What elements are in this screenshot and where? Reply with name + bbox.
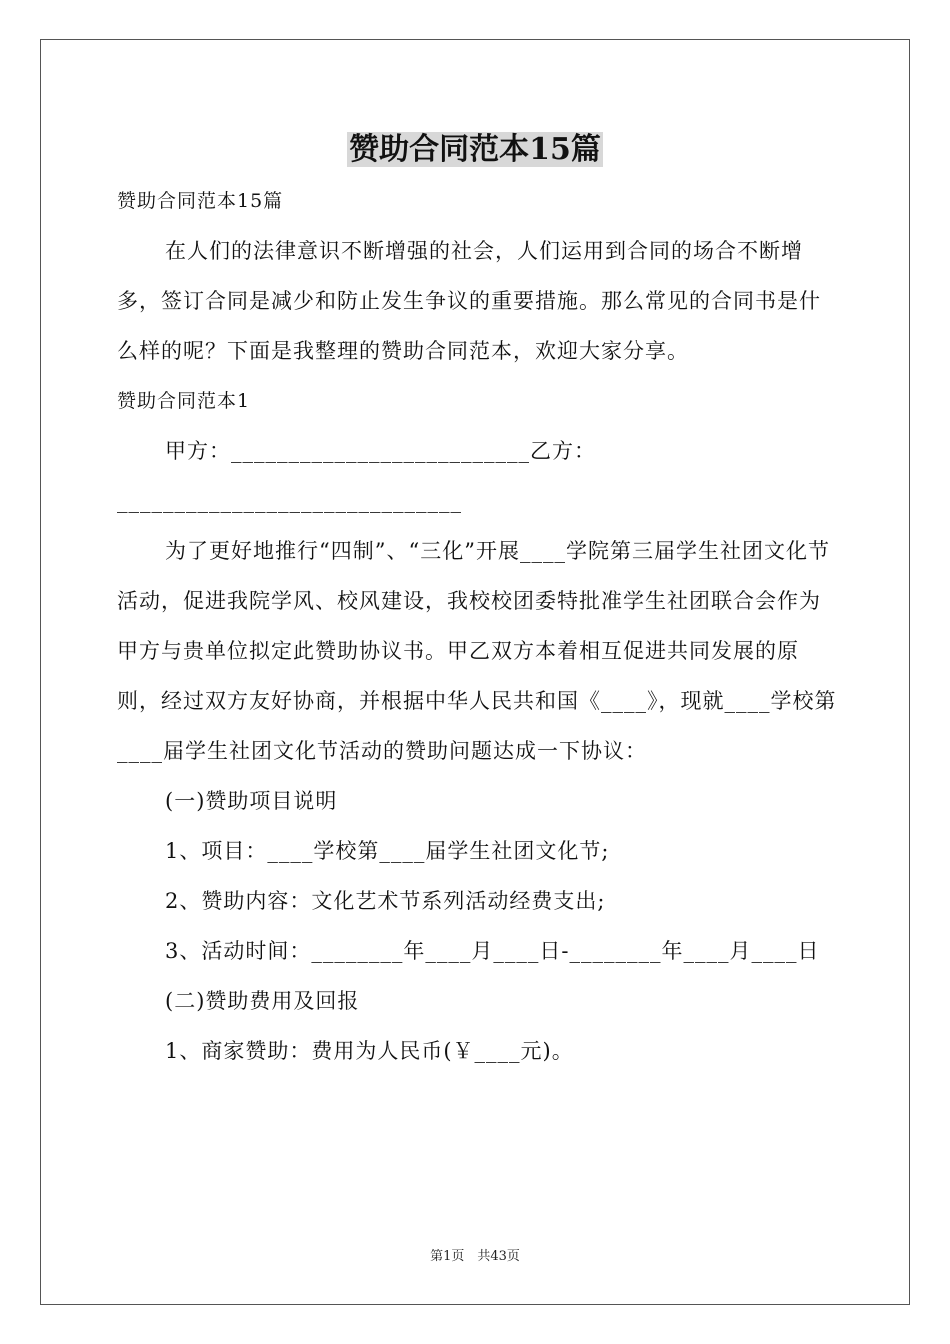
document-title xyxy=(0,128,950,172)
heading-sponsorship-items: (一)赞助项目说明 xyxy=(165,789,338,813)
intro-paragraph: 在人们的法律意识不断增强的社会，人们运用到合同的场合不断增多，签订合同是减少和防止发生争议的重要措施。那么常见的合同书是什么样的呢？下面是我整理的赞助合同范本，欢迎大家分享。 xyxy=(117,239,821,363)
document-title-text: 赞助合同范本15篇 xyxy=(349,132,601,167)
section-title: 赞助合同范本1 xyxy=(117,390,251,412)
item-fee: 1、商家赞助：费用为人民币(￥____元)。 xyxy=(165,1039,574,1063)
subtitle: 赞助合同范本15篇 xyxy=(117,190,284,212)
document-body xyxy=(117,176,837,1076)
page-footer: 第1页 共43页 xyxy=(430,1249,520,1264)
item-project: 1、项目：____学校第____届学生社团文化节; xyxy=(165,839,610,863)
heading-fees: (二)赞助费用及回报 xyxy=(165,989,360,1013)
item-time: 3、活动时间：________年____月____日-________年____月____日 xyxy=(165,939,820,963)
parties-line: 甲方：__________________________乙方：______________________________ xyxy=(117,439,596,513)
body-paragraph: 为了更好地推行“四制”、“三化”开展____学院第三届学生社团文化节活动，促进我院学风、校风建设，我校校团委特批准学生社团联合会作为甲方与贵单位拟定此赞助协议书。甲乙双方本着相互促进共同发展的原则，经过双方友好协商，并根据中华人民共和国《____》，现就____学校第____届学生社团文化节活动的赞助问题达成一下协议： xyxy=(117,539,837,763)
item-content: 2、赞助内容：文化艺术节系列活动经费支出; xyxy=(165,889,606,913)
